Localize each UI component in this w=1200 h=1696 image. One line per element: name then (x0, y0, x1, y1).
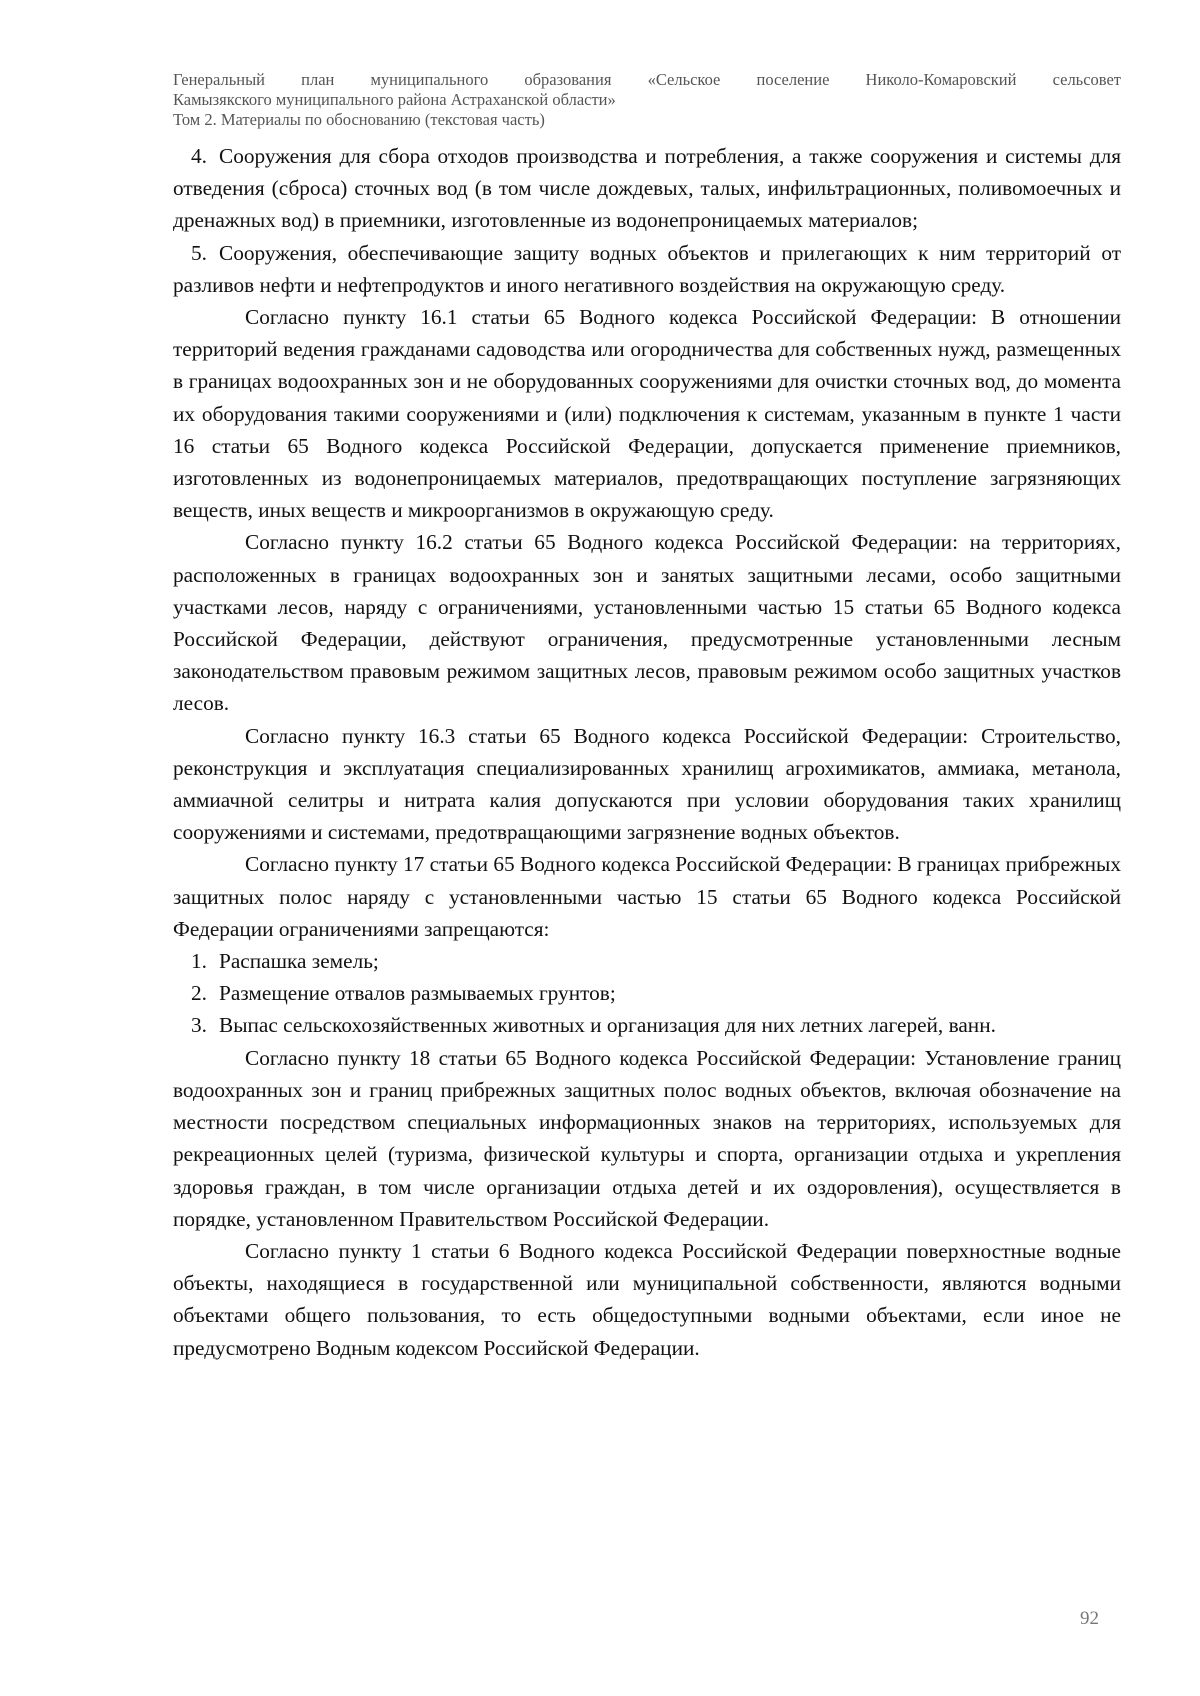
list-text: Размещение отвалов размываемых грунтов; (219, 981, 616, 1006)
list-item-3 (173, 1009, 1121, 1041)
header-line-3: Том 2. Материалы по обоснованию (текстовая часть) (173, 110, 545, 129)
list-number: 1. (191, 949, 207, 974)
document-body (173, 140, 1121, 1364)
paragraph-18: Согласно пункту 18 статьи 65 Водного кодекса Российской Федерации: Установление границ водоохранных зон и границ прибрежных защитных полос водных объектов, включая обозначение на местности посредством специальных информационных знаков на территориях, используемых для рекреационных целей (туризма, физической культуры и спорта, организации отдыха и укрепления здоровья граждан, в том числе организации отдыха детей и их оздоровления), осуществляется в порядке, установленном Правительством Российской Федерации. (173, 1045, 1121, 1231)
list-text: Сооружения для сбора отходов производства и потребления, а также сооружения и системы для отведения (сброса) сточных вод (в том числе дождевых, талых, инфильтрационных, поливомоечных и дренажных вод) в приемники, изготовленные из водонепроницаемых материалов; (173, 144, 1121, 233)
list-text: Выпас сельскохозяйственных животных и организация для них летних лагерей, ванн. (219, 1013, 996, 1038)
list-number: 4. (191, 144, 207, 168)
running-header (173, 70, 1121, 130)
list-number: 2. (191, 981, 207, 1006)
paragraph-16-1: Согласно пункту 16.1 статьи 65 Водного кодекса Российской Федерации: В отношении территорий ведения гражданами садоводства или огородничества для собственных нужд, размещенных в границах водоохранных зон и не оборудованных сооружениями для очистки сточных вод, до момента их оборудования такими сооружениями и (или) подключения к системам, указанным в пункте 1 части 16 статьи 65 Водного кодекса Российской Федерации, допускается применение приемников, изготовленных из водонепроницаемых материалов, предотвращающих поступление загрязняющих веществ, иных веществ и микроорганизмов в окружающую среду. (173, 305, 1121, 523)
list-item-4 (173, 140, 1121, 237)
header-line-2: Камызякского муниципального района Астраханской области» (173, 90, 616, 109)
page-number: 92 (1080, 1608, 1099, 1629)
list-text: Распашка земель; (219, 949, 379, 974)
paragraph-16-3: Согласно пункту 16.3 статьи 65 Водного кодекса Российской Федерации: Строительство, реконструкция и эксплуатация специализированных хранилищ агрохимикатов, аммиака, метанола, аммиачной селитры и нитрата калия допускаются при условии оборудования таких хранилищ сооружениями и системами, предотвращающими загрязнение водных объектов. (173, 723, 1121, 845)
header-line-1: Генеральный план муниципального образования «Сельское поселение Николо-Комаровский сельсовет (173, 70, 1121, 89)
list-text: Сооружения, обеспечивающие защиту водных объектов и прилегающих к ним территорий от разливов нефти и нефтепродуктов и иного негативного воздействия на окружающую среду. (173, 240, 1121, 297)
list-number: 5. (191, 240, 207, 265)
list-item-2 (173, 977, 1121, 1009)
paragraph-16-2: Согласно пункту 16.2 статьи 65 Водного кодекса Российской Федерации: на территориях, расположенных в границах водоохранных зон и занятых защитными лесами, особо защитными участками лесов, наряду с ограничениями, установленными частью 15 статьи 65 Водного кодекса Российской Федерации, действуют ограничения, предусмотренные установленными лесным законодательством правовым режимом защитных лесов, правовым режимом особо защитных участков лесов. (173, 530, 1121, 716)
paragraph-6-1: Согласно пункту 1 статьи 6 Водного кодекса Российской Федерации поверхностные водные объекты, находящиеся в государственной или муниципальной собственности, являются водными объектами общего пользования, то есть общедоступными водными объектами, если иное не предусмотрено Водным кодексом Российской Федерации. (173, 1238, 1121, 1360)
list-number: 3. (191, 1013, 207, 1038)
paragraph-17: Согласно пункту 17 статьи 65 Водного кодекса Российской Федерации: В границах прибрежных защитных полос наряду с установленными частью 15 статьи 65 Водного кодекса Российской Федерации ограничениями запрещаются: (173, 852, 1121, 941)
list-item-1 (173, 945, 1121, 977)
list-item-5 (173, 237, 1121, 301)
